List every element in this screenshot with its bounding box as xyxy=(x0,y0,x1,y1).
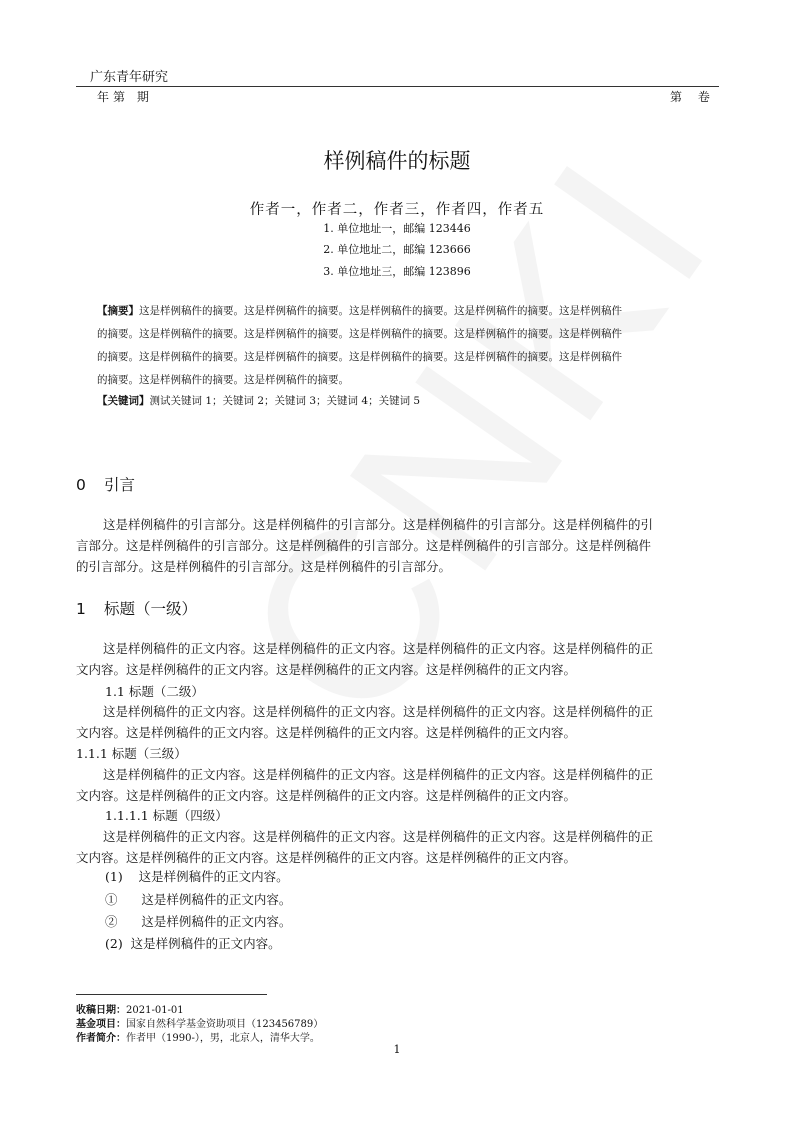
body-paragraph xyxy=(76,701,719,743)
intro-paragraph xyxy=(76,514,719,577)
page-number: 1 xyxy=(393,1043,401,1056)
affiliation-3: 3. 单位地址三，邮编 123896 xyxy=(323,265,471,278)
paragraph-line: 文内容。这是样例稿件的正文内容。这是样例稿件的正文内容。这是样例稿件的正文内容。 xyxy=(76,725,577,740)
body-paragraph xyxy=(76,826,719,868)
footnote-author xyxy=(76,1029,320,1044)
heading-level-2: 1.1 标题（二级） xyxy=(105,684,204,699)
section-heading-intro xyxy=(76,473,135,495)
list-item: ② 这是样例稿件的正文内容。 xyxy=(105,914,292,929)
paragraph-line: 文内容。这是样例稿件的正文内容。这是样例稿件的正文内容。这是样例稿件的正文内容。 xyxy=(76,662,577,677)
affiliation-1: 1. 单位地址一，邮编 123446 xyxy=(323,222,471,235)
keywords xyxy=(97,393,707,408)
footnote-value: 国家自然科学基金资助项目（123456789） xyxy=(126,1019,324,1030)
author-list: 作者一，作者二，作者三，作者四，作者五 xyxy=(249,202,545,218)
heading-level-4: 1.1.1.1 标题（四级） xyxy=(105,808,228,823)
abstract-line: 的摘要。这是样例稿件的摘要。这是样例稿件的摘要。 xyxy=(97,374,349,386)
paragraph-line: 文内容。这是样例稿件的正文内容。这是样例稿件的正文内容。这是样例稿件的正文内容。 xyxy=(76,850,577,865)
section-number: 0 xyxy=(76,476,86,494)
section-title: 引言 xyxy=(104,476,136,494)
footnote-value: 2021-01-01 xyxy=(126,1005,184,1016)
keywords-label: 【关键词】 xyxy=(97,395,150,407)
paragraph-line: 这是样例稿件的正文内容。这是样例稿件的正文内容。这是样例稿件的正文内容。这是样例稿件的正 xyxy=(103,829,654,844)
heading-level-3: 1.1.1 标题（三级） xyxy=(76,746,187,761)
journal-name: 广东青年研究 xyxy=(90,70,169,85)
section-title: 标题（一级） xyxy=(104,600,198,618)
body-paragraph xyxy=(76,638,719,680)
abstract xyxy=(97,300,707,392)
abstract-line: 的摘要。这是样例稿件的摘要。这是样例稿件的摘要。这是样例稿件的摘要。这是样例稿件的摘要。这是样例稿件 xyxy=(97,328,622,340)
paragraph-line: 这是样例稿件的正文内容。这是样例稿件的正文内容。这是样例稿件的正文内容。这是样例稿件的正 xyxy=(103,704,654,719)
section-heading-1 xyxy=(76,597,197,619)
body-paragraph xyxy=(76,764,719,806)
footnote-label: 收稿日期： xyxy=(76,1005,126,1016)
paper-title: 样例稿件的标题 xyxy=(323,149,471,173)
footnote-fund xyxy=(76,1015,323,1030)
paragraph-line: 的引言部分。这是样例稿件的引言部分。这是样例稿件的引言部分。 xyxy=(76,559,452,574)
footnote-rule xyxy=(76,994,267,995)
section-number: 1 xyxy=(76,600,86,618)
footnote-label: 作者简介： xyxy=(76,1033,126,1044)
paragraph-line: 这是样例稿件的引言部分。这是样例稿件的引言部分。这是样例稿件的引言部分。这是样例稿件的引 xyxy=(103,517,654,532)
issue-volume: 第 卷 xyxy=(670,90,716,104)
abstract-label: 【摘要】 xyxy=(97,305,139,317)
paragraph-line: 这是样例稿件的正文内容。这是样例稿件的正文内容。这是样例稿件的正文内容。这是样例稿件的正 xyxy=(103,641,654,656)
paragraph-line: 言部分。这是样例稿件的引言部分。这是样例稿件的引言部分。这是样例稿件的引言部分。这是样例稿件 xyxy=(76,538,652,553)
issue-year: 年第 期 xyxy=(97,90,153,104)
list-item: ① 这是样例稿件的正文内容。 xyxy=(105,892,292,907)
paragraph-line: 这是样例稿件的正文内容。这是样例稿件的正文内容。这是样例稿件的正文内容。这是样例稿件的正 xyxy=(103,767,654,782)
abstract-line: 的摘要。这是样例稿件的摘要。这是样例稿件的摘要。这是样例稿件的摘要。这是样例稿件的摘要。这是样例稿件 xyxy=(97,351,622,363)
footnote-value: 作者甲（1990-），男，北京人，清华大学。 xyxy=(126,1033,320,1044)
affiliation-2: 2. 单位地址二，邮编 123666 xyxy=(323,243,471,256)
footnote-label: 基金项目： xyxy=(76,1019,126,1030)
list-item: (1) 这是样例稿件的正文内容。 xyxy=(105,869,289,884)
list-item: (2) 这是样例稿件的正文内容。 xyxy=(105,936,281,951)
abstract-line: 这是样例稿件的摘要。这是样例稿件的摘要。这是样例稿件的摘要。这是样例稿件的摘要。这是样例稿件 xyxy=(139,305,622,317)
footnote-received xyxy=(76,1001,184,1016)
header-rule xyxy=(76,86,719,87)
keywords-text: 测试关键词 1；关键词 2；关键词 3；关键词 4；关键词 5 xyxy=(149,395,421,407)
paragraph-line: 文内容。这是样例稿件的正文内容。这是样例稿件的正文内容。这是样例稿件的正文内容。 xyxy=(76,788,577,803)
